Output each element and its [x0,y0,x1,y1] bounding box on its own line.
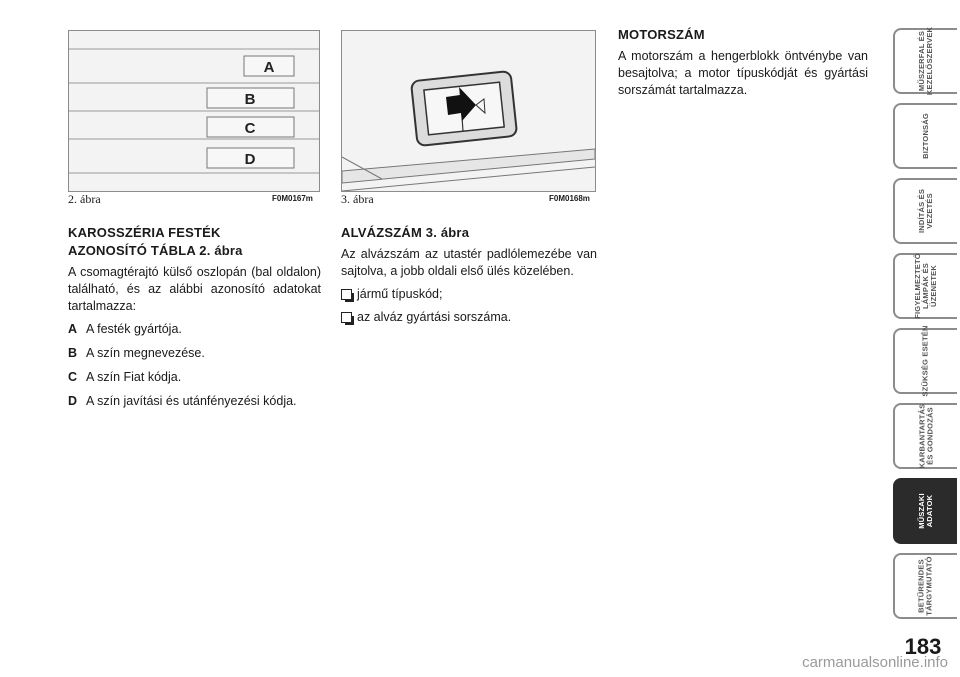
list-item-text: A szín megnevezése. [86,346,205,360]
page-number: 183 [904,634,942,659]
engine-number-section [618,26,868,105]
checkbox-icon [341,289,352,300]
figure3-code: F0M0168m [549,194,590,203]
engine-number-heading: MOTORSZÁM [618,27,705,42]
tab-label: FIGYELMEZTETŐ LÁMPÁK ÉS ÜZENETEK [913,253,939,319]
tab-label: KARBANTARTÁS ÉS GONDOZÁS [917,403,935,469]
chassis-number-illustration [342,31,595,191]
figure-paint-plate [68,30,320,192]
paint-plate-illustration [69,31,319,191]
paint-plate-heading-line1: KAROSSZÉRIA FESTÉK [68,225,221,240]
figure2-caption: 2. ábra [68,192,101,206]
plate-letter-c: C [244,120,256,137]
tab-label: MŰSZAKI ADATOK [916,493,934,529]
list-item [341,286,597,303]
paint-plate-heading [68,224,321,260]
list-item-text: az alváz gyártási sorszáma. [357,310,512,324]
list-item-text: jármű típuskód; [357,287,443,301]
paint-plate-heading-line2: AZONOSÍTÓ TÁBLA 2. ábra [68,243,243,258]
list-item-text: A festék gyártója. [86,322,182,336]
list-item-text: A szín javítási és utánfényezési kódja. [86,394,297,408]
plate-letter-b: B [244,91,256,108]
chassis-number-heading: ALVÁZSZÁM 3. ábra [341,225,470,240]
watermark: carmanualsonline.info [802,654,948,671]
tab-label: SZÜKSÉG ESETÉN [921,325,930,397]
list-item [68,345,321,362]
paint-plate-section [68,224,321,417]
list-item-letter: B [68,346,78,360]
list-item [68,369,321,386]
paint-plate-intro: A csomagtérajtó külső oszlopán (bal oldalon) található, és az alábbi azonosító adatokat tartalmazza: [68,265,321,313]
tab-dashboard-controls[interactable] [893,28,957,94]
list-item-text: A szín Fiat kódja. [86,370,182,384]
tab-maintenance[interactable] [893,403,957,469]
figure2-code: F0M0167m [272,194,313,203]
list-item [68,321,321,338]
tab-warning-lights[interactable] [893,253,957,319]
tab-index[interactable] [893,553,957,619]
tab-label: BIZTONSÁG [921,113,930,159]
figure3-caption: 3. ábra [341,192,374,206]
plate-letter-d: D [244,151,256,168]
checkbox-icon [341,312,352,323]
tab-label: BETŰRENDES TÁRGYMUTATÓ [916,556,934,616]
list-item [68,393,321,410]
list-item-letter: C [68,370,78,384]
chassis-number-intro: Az alvázszám az utastér padlólemezébe van sajtolva, a jobb oldali első ülés közelében. [341,247,597,278]
tab-label: MŰSZERFAL ÉS KEZELŐSZERVEK [917,26,934,96]
tab-technical-data[interactable] [893,478,957,544]
figure-chassis-number [341,30,596,192]
plate-letter-a: A [263,59,275,76]
chassis-number-section [341,224,597,332]
tab-starting-driving[interactable] [893,178,957,244]
tab-emergency[interactable] [893,325,957,397]
tab-label: INDÍTÁS ÉS VEZETÉS [917,188,934,234]
engine-number-text: A motorszám a hengerblokk öntvénybe van besajtolva; a motor típuskódját és gyártási sorszámát tartalmazza. [618,49,868,97]
list-item [341,309,597,326]
list-item-letter: A [68,322,78,336]
list-item-letter: D [68,394,78,408]
tab-safety[interactable] [893,103,957,169]
